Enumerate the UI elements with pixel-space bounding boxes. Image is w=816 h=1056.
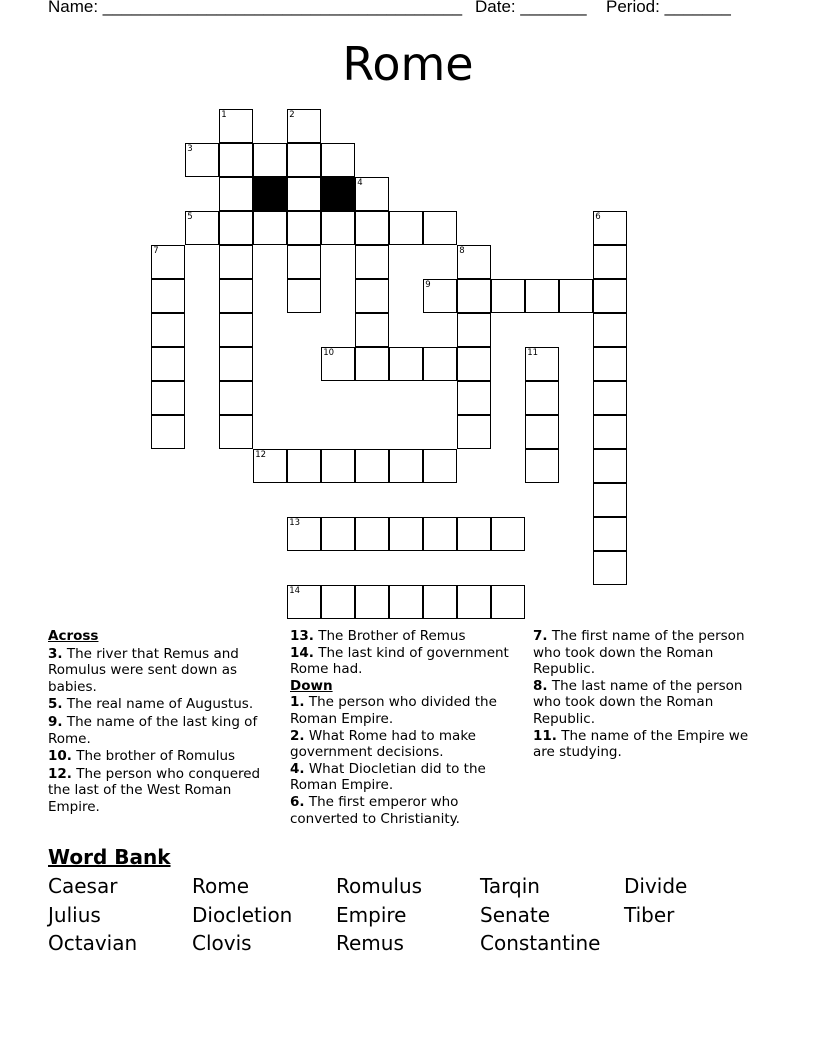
crossword-cell[interactable]: [151, 381, 185, 415]
crossword-cell[interactable]: [151, 279, 185, 313]
clue-down-1: 1. The person who divided the Roman Empire.: [290, 694, 497, 727]
crossword-cell[interactable]: [287, 449, 321, 483]
word-bank-word: Empire: [336, 903, 407, 927]
date-field-label: Date: _______: [475, 0, 587, 16]
crossword-cell[interactable]: [287, 109, 321, 143]
crossword-cell[interactable]: [151, 347, 185, 381]
crossword-cell[interactable]: [559, 279, 593, 313]
crossword-cell[interactable]: [491, 517, 525, 551]
crossword-cell[interactable]: [151, 313, 185, 347]
crossword-cell[interactable]: [355, 585, 389, 619]
crossword-cell[interactable]: [287, 211, 321, 245]
crossword-cell[interactable]: [151, 415, 185, 449]
crossword-cell[interactable]: [321, 585, 355, 619]
clue-number: 7: [153, 246, 159, 257]
clue-down-6: 6. The first emperor who converted to Christianity.: [290, 793, 460, 827]
clue-across-10: 10. The brother of Romulus: [48, 748, 236, 765]
crossword-cell[interactable]: [525, 449, 559, 483]
crossword-cell[interactable]: [423, 585, 457, 619]
word-bank-word: Diocletion: [192, 903, 293, 927]
crossword-block: [321, 177, 355, 211]
crossword-cell[interactable]: [457, 279, 491, 313]
clue-number: 9: [425, 280, 431, 291]
crossword-cell[interactable]: [593, 347, 627, 381]
word-bank-word: Julius: [48, 903, 101, 927]
crossword-cell[interactable]: [321, 517, 355, 551]
across-heading: Across: [48, 628, 99, 644]
clue-down-8: 8. The last name of the person who took down the Roman Republic.: [533, 677, 743, 727]
crossword-cell[interactable]: [389, 449, 423, 483]
crossword-cell[interactable]: [355, 313, 389, 347]
crossword-cell[interactable]: [423, 211, 457, 245]
clue-down-7: 7. The first name of the person who took down the Roman Republic.: [533, 628, 745, 678]
clue-number: 12: [255, 450, 267, 461]
crossword-cell[interactable]: [593, 483, 627, 517]
crossword-cell[interactable]: [457, 381, 491, 415]
crossword-cell[interactable]: [287, 177, 321, 211]
crossword-cell[interactable]: [355, 279, 389, 313]
crossword-cell[interactable]: [593, 449, 627, 483]
down-heading: Down: [290, 677, 333, 694]
crossword-cell[interactable]: [219, 143, 253, 177]
clue-number: 1: [221, 110, 227, 121]
crossword-cell[interactable]: [457, 245, 491, 279]
crossword-cell[interactable]: [525, 415, 559, 449]
word-bank-word: Clovis: [192, 931, 252, 955]
word-bank-word: Octavian: [48, 931, 138, 955]
word-bank-word: Senate: [480, 903, 551, 927]
crossword-cell[interactable]: [423, 449, 457, 483]
crossword-cell[interactable]: [355, 517, 389, 551]
crossword-cell[interactable]: [355, 177, 389, 211]
crossword-cell[interactable]: [253, 449, 287, 483]
word-bank-word: Divide: [624, 874, 688, 898]
clue-number: 5: [187, 212, 193, 223]
crossword-cell[interactable]: [321, 449, 355, 483]
crossword-cell[interactable]: [457, 313, 491, 347]
crossword-cell[interactable]: [457, 415, 491, 449]
crossword-cell[interactable]: [321, 347, 355, 381]
crossword-cell[interactable]: [355, 449, 389, 483]
clue-across-9: 9. The name of the last king of Rome.: [48, 713, 258, 747]
crossword-cell[interactable]: [525, 347, 559, 381]
crossword-cell[interactable]: [253, 143, 287, 177]
crossword-cell[interactable]: [185, 211, 219, 245]
crossword-cell[interactable]: [219, 347, 253, 381]
crossword-cell[interactable]: [287, 585, 321, 619]
crossword-cell[interactable]: [355, 245, 389, 279]
crossword-cell[interactable]: [287, 279, 321, 313]
page-title: Rome: [342, 37, 474, 91]
clue-across-13: 13. The Brother of Remus: [290, 628, 466, 644]
crossword-cell[interactable]: [219, 279, 253, 313]
crossword-cell[interactable]: [287, 517, 321, 551]
crossword-cell[interactable]: [593, 415, 627, 449]
crossword-cell[interactable]: [491, 585, 525, 619]
clue-number: 3: [187, 144, 193, 155]
crossword-cell[interactable]: [219, 245, 253, 279]
clue-down-11: 11. The name of the Empire we are studying.: [533, 727, 749, 761]
crossword-cell[interactable]: [219, 109, 253, 143]
clue-number: 2: [289, 110, 295, 121]
clue-across-14: 14. The last kind of government Rome had.: [290, 644, 509, 678]
clues-column-2: [290, 628, 520, 827]
crossword-cell[interactable]: [593, 313, 627, 347]
clue-across-12: 12. The person who conquered the last of the West Roman Empire.: [48, 765, 261, 815]
crossword-cell[interactable]: [457, 517, 491, 551]
crossword-cell[interactable]: [457, 347, 491, 381]
word-bank-word: Tiber: [624, 903, 675, 927]
crossword-cell[interactable]: [389, 211, 423, 245]
crossword-cell[interactable]: [219, 381, 253, 415]
crossword-cell[interactable]: [219, 211, 253, 245]
word-bank-word: Remus: [336, 931, 404, 955]
crossword-cell[interactable]: [253, 211, 287, 245]
word-bank-word: Romulus: [336, 874, 423, 898]
word-bank-word: Caesar: [48, 874, 118, 898]
clue-number: 8: [459, 246, 465, 257]
word-bank-word: Tarqin: [480, 874, 540, 898]
crossword-block: [253, 177, 287, 211]
clue-down-4: 4. What Diocletian did to the Roman Empire.: [290, 760, 486, 794]
word-bank-word: Rome: [192, 874, 250, 898]
crossword-cell[interactable]: [287, 245, 321, 279]
word-bank-word: Constantine: [480, 931, 601, 955]
crossword-cell[interactable]: [185, 143, 219, 177]
clues-column-3: [533, 628, 763, 761]
crossword-cell[interactable]: [525, 279, 559, 313]
clue-number: 14: [289, 586, 301, 597]
crossword-cell[interactable]: [457, 585, 491, 619]
crossword-cell[interactable]: [151, 245, 185, 279]
clues-column-1: [48, 628, 280, 816]
crossword-cell[interactable]: [423, 347, 457, 381]
crossword-cell[interactable]: [219, 313, 253, 347]
crossword-cell[interactable]: [389, 585, 423, 619]
clue-number: 11: [527, 348, 539, 359]
crossword-cell[interactable]: [287, 143, 321, 177]
crossword-cell[interactable]: [593, 517, 627, 551]
crossword-cell[interactable]: [593, 211, 627, 245]
crossword-cell[interactable]: [593, 279, 627, 313]
crossword-cell[interactable]: [491, 279, 525, 313]
clue-across-3: 3. The river that Remus and Romulus were sent down as babies.: [48, 645, 239, 695]
crossword-cell[interactable]: [219, 177, 253, 211]
crossword-cell[interactable]: [321, 143, 355, 177]
crossword-cell[interactable]: [389, 517, 423, 551]
clue-number: 4: [357, 178, 363, 189]
clue-number: 10: [323, 348, 335, 359]
period-field-label: Period: _______: [606, 0, 731, 16]
crossword-cell[interactable]: [423, 517, 457, 551]
name-field-label: Name: ______________________________________: [48, 0, 463, 16]
clue-across-5: 5. The real name of Augustus.: [48, 696, 254, 713]
clue-down-2: 2. What Rome had to make government decisions.: [290, 727, 476, 761]
clue-number: 6: [595, 212, 601, 223]
crossword-cell[interactable]: [423, 279, 457, 313]
crossword-cell[interactable]: [525, 381, 559, 415]
crossword-cell[interactable]: [593, 381, 627, 415]
crossword-cell[interactable]: [355, 347, 389, 381]
clue-number: 13: [289, 518, 301, 529]
crossword-cell[interactable]: [389, 347, 423, 381]
crossword-cell[interactable]: [593, 551, 627, 585]
crossword-cell[interactable]: [593, 245, 627, 279]
crossword-cell[interactable]: [219, 415, 253, 449]
word-bank-title: Word Bank: [48, 845, 171, 869]
crossword-cell[interactable]: [355, 211, 389, 245]
crossword-cell[interactable]: [321, 211, 355, 245]
